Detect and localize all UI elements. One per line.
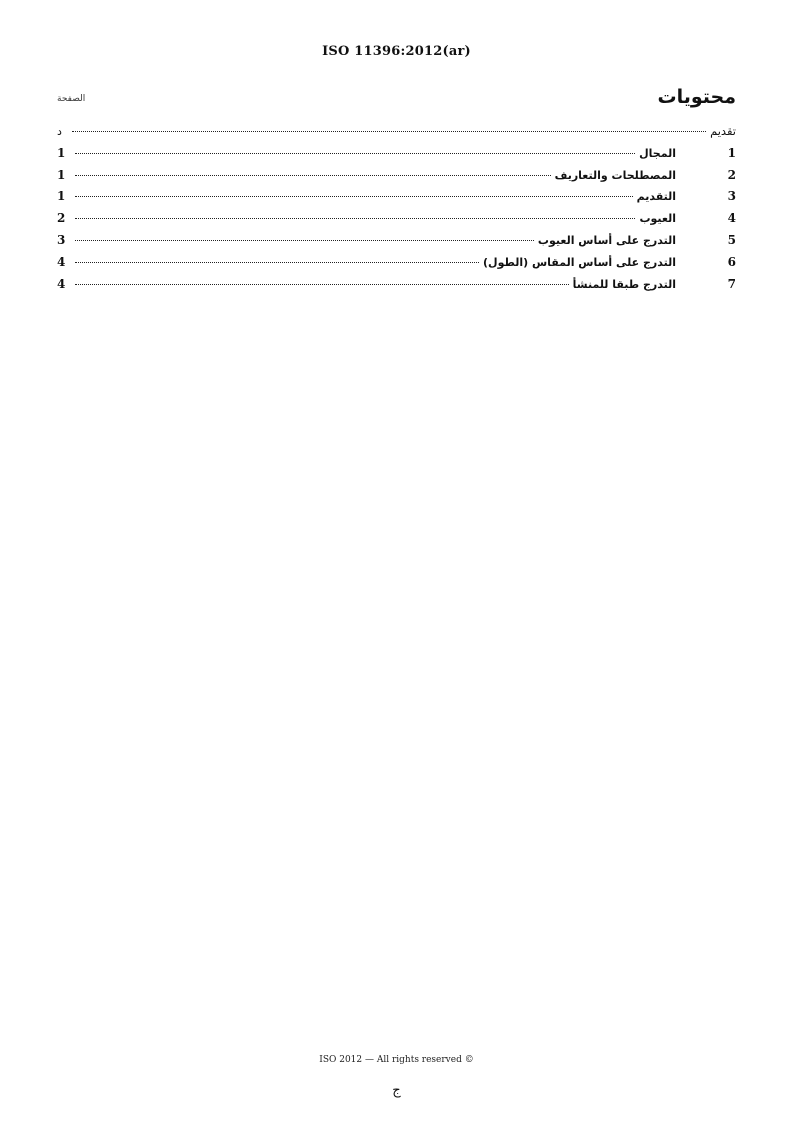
dot-leader xyxy=(75,196,632,197)
dot-leader xyxy=(75,153,635,154)
toc-entry-label: المجال xyxy=(639,146,676,160)
toc-entry-page: 3 xyxy=(57,232,66,247)
toc-entry-number: 7 xyxy=(727,276,736,291)
toc-entry-label: التدرج طبقا للمنشأ xyxy=(572,277,676,291)
toc-entry-5[interactable] xyxy=(57,233,736,255)
toc-entry-label: العيوب xyxy=(639,212,676,226)
toc-entry-3[interactable] xyxy=(57,189,736,211)
toc-entry-label: التدرج على أساس العيوب xyxy=(537,233,676,247)
toc-title-row xyxy=(57,86,736,112)
toc-entry-page: 4 xyxy=(57,254,66,269)
dot-leader xyxy=(75,262,479,263)
toc-entry-page: 1 xyxy=(57,167,66,182)
toc-entry-page: د xyxy=(57,125,62,138)
toc-entry-number: 4 xyxy=(727,211,736,226)
toc-entry-6[interactable] xyxy=(57,255,736,277)
dot-leader xyxy=(75,218,635,219)
toc-title: محتويات xyxy=(657,86,736,108)
toc-entry-page: 1 xyxy=(57,145,66,160)
page-column-label: الصفحة xyxy=(57,94,86,104)
toc-entry-number: 6 xyxy=(727,254,736,269)
table-of-contents xyxy=(57,124,736,298)
toc-entry-label: تقديم xyxy=(710,124,736,138)
toc-entry-7[interactable] xyxy=(57,277,736,299)
dot-leader xyxy=(72,131,706,132)
dot-leader xyxy=(75,284,568,285)
copyright-notice: ISO 2012 — All rights reserved © xyxy=(319,1055,474,1065)
page-number: ج xyxy=(392,1083,401,1098)
dot-leader xyxy=(75,175,550,176)
toc-entry-4[interactable] xyxy=(57,211,736,233)
toc-entry-number: 5 xyxy=(727,232,736,247)
toc-entry-label: التدرج على أساس المقاس (الطول) xyxy=(483,255,676,269)
toc-entry-1[interactable] xyxy=(57,146,736,168)
toc-entry-number: 3 xyxy=(727,189,736,204)
toc-entry-label: المصطلحات والتعاريف xyxy=(554,168,676,182)
toc-entry-page: 4 xyxy=(57,276,66,291)
toc-entry-page: 1 xyxy=(57,189,66,204)
document-id-header: ISO 11396:2012(ar) xyxy=(322,44,471,59)
toc-entry-2[interactable] xyxy=(57,168,736,190)
toc-entry-foreword[interactable] xyxy=(57,124,736,146)
toc-entry-number: 1 xyxy=(727,145,736,160)
toc-entry-number: 2 xyxy=(727,167,736,182)
toc-entry-label: التقديم xyxy=(636,190,676,204)
dot-leader xyxy=(75,240,534,241)
toc-entry-page: 2 xyxy=(57,211,66,226)
